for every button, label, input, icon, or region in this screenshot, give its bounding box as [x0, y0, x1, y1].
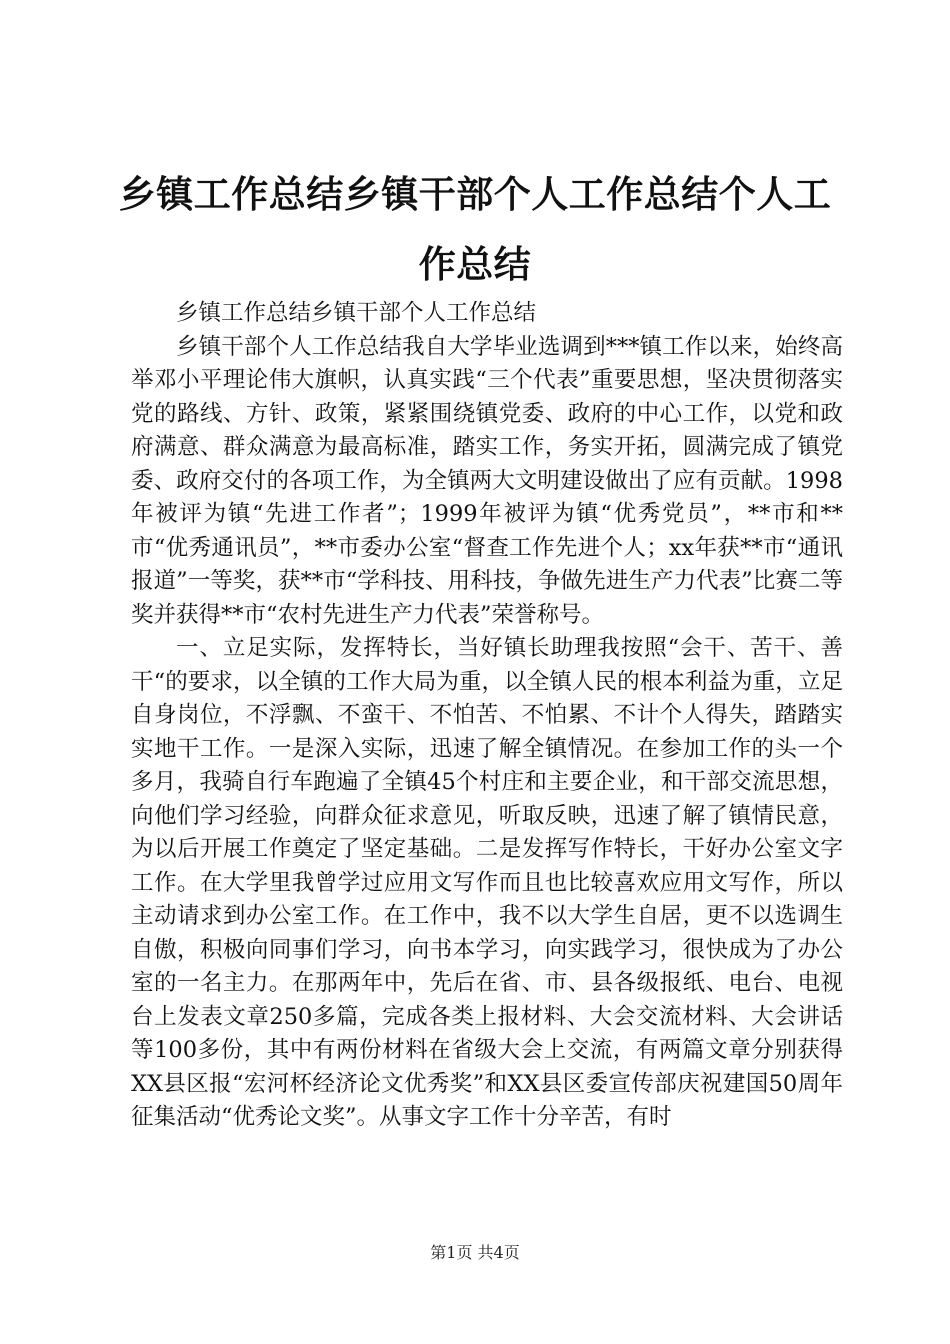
paragraph-subtitle: 乡镇工作总结乡镇干部个人工作总结: [176, 300, 537, 326]
page-footer: 第1页 共4页: [430, 1243, 520, 1262]
paragraph-intro: 乡镇干部个人工作总结我自大学毕业选调到***镇工作以来，始终高举邓小平理论伟大旗帜，认真实践“三个代表”重要思想，坚决贯彻落实党的路线、方针、政策，紧紧围绕镇党委、政府的中心工作，以党和政府满意、群众满意为最高标准，踏实工作，务实开拓，圆满完成了镇党委、政府交付的各项工作，为全镇两大文明建设做出了应有贡献。1998年被评为镇“先进工作者”；1999年被评为镇“优秀党员”，**市和**市“优秀通讯员”，**市委办公室“督查工作先进个人；xx年获**市“通讯报道”一等奖，获**市“学科技、用科技，争做先进生产力代表”比赛二等奖并获得**市“农村先进生产力代表”荣誉称号。: [131, 333, 843, 628]
document-body: [131, 297, 843, 1135]
document-title: 乡镇工作总结乡镇干部个人工作总结个人工作总结: [118, 173, 832, 286]
paragraph-section-one: 一、立足实际，发挥特长，当好镇长助理我按照“会干、苦干、善干“的要求，以全镇的工作大局为重，以全镇人民的根本利益为重，立足自身岗位，不浮飘、不蛮干、不怕苦、不怕累、不计个人得失，踏踏实实地干工作。一是深入实际，迅速了解全镇情况。在参加工作的头一个多月，我骑自行车跑遍了全镇45个村庄和主要企业，和干部交流思想，向他们学习经验，向群众征求意见，听取反映，迅速了解了镇情民意，为以后开展工作奠定了坚定基础。二是发挥写作特长，干好办公室文字工作。在大学里我曾学过应用文写作而且也比较喜欢应用文写作，所以主动请求到办公室工作。在工作中，我不以大学生自居，更不以选调生自傲，积极向同事们学习，向书本学习，向实践学习，很快成为了办公室的一名主力。在那两年中，先后在省、市、县各级报纸、电台、电视台上发表文章250多篇，完成各类上报材料、大会交流材料、大会讲话等100多份，其中有两份材料在省级大会上交流，有两篇文章分别获得XX县区报“宏河杯经济论文优秀奖”和XX县区委宣传部庆祝建国50周年征集活动“优秀论文奖”。从事文字工作十分辛苦，有时: [131, 635, 843, 1130]
